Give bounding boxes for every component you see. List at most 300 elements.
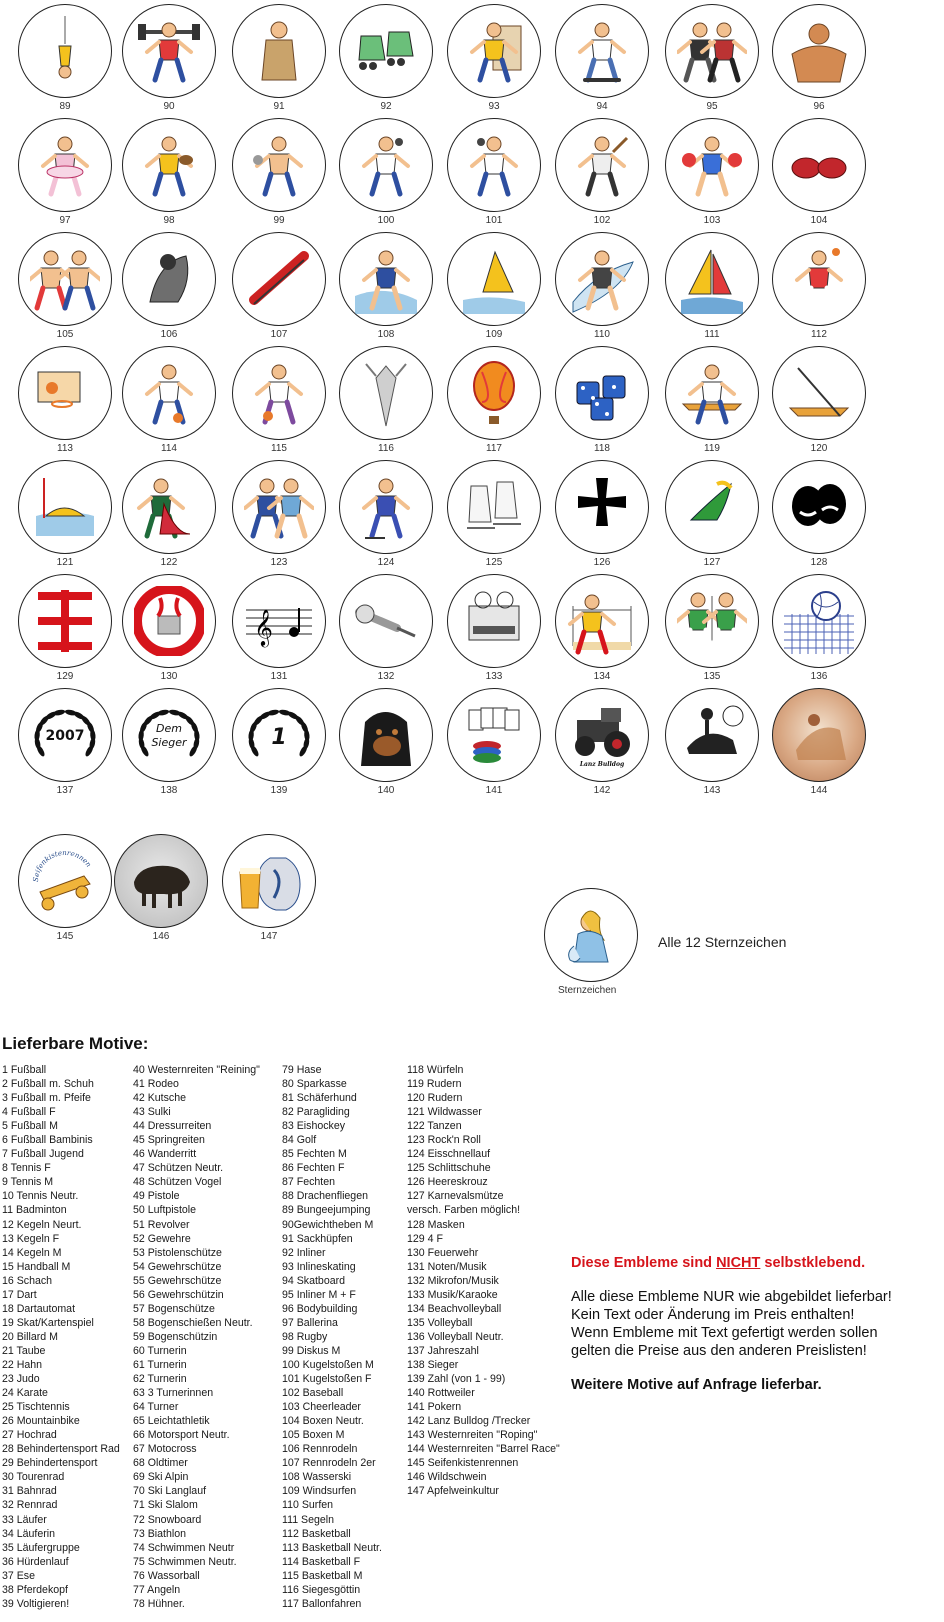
motive-entry: 106 Rennrodeln [282, 1443, 358, 1456]
motive-entry: 61 Turnerin [133, 1358, 187, 1371]
emblem-number: 112 [811, 329, 827, 340]
motive-entry: 14 Kegeln M [2, 1246, 62, 1259]
emblem-number: 111 [704, 329, 720, 340]
motive-entry: 92 Inliner [282, 1246, 326, 1259]
motive-entry: 65 Leichtathletik [133, 1415, 210, 1428]
emblem-128 [772, 460, 868, 570]
motive-entry: 96 Bodybuilding [282, 1302, 358, 1315]
emblem-116 [339, 346, 435, 456]
motive-entry: 5 Fußball M [2, 1120, 58, 1133]
emblem-number: 110 [594, 329, 610, 340]
emblem-number: 119 [704, 443, 720, 454]
motive-entry: 55 Gewehrschütze [133, 1274, 222, 1287]
motive-entry: 140 Rottweiler [407, 1387, 475, 1400]
emblem-115 [232, 346, 328, 456]
emblem-number: 121 [56, 557, 74, 568]
motive-entry: 76 Wassorball [133, 1569, 200, 1582]
emblem-100 [339, 118, 435, 228]
ice-skates-icon [447, 460, 541, 554]
rock-n-roll-icon [232, 460, 326, 554]
motive-entry: 98 Rugby [282, 1330, 328, 1343]
wreath-year-icon [18, 688, 112, 782]
emblem-127 [665, 460, 761, 570]
emblem-89 [18, 4, 114, 114]
notice-line: Alle diese Embleme NUR wie abgebildet lieferbar! [571, 1289, 892, 1305]
motive-entry: 146 Wildschwein [407, 1471, 487, 1484]
surfer-icon [555, 232, 649, 326]
motive-entry: 94 Skatboard [282, 1274, 346, 1287]
motive-entry: 139 Zahl (von 1 - 99) [407, 1373, 506, 1386]
motive-entry: 74 Schwimmen Neutr [133, 1541, 235, 1554]
notice-warning-start: Diese Embleme sind [571, 1255, 717, 1271]
emblem-99 [232, 118, 328, 228]
emblem-90 [122, 4, 218, 114]
motive-entry: 56 Gewehrschützin [133, 1288, 224, 1301]
boxing-gloves-icon [772, 118, 866, 212]
motive-entry: 89 Bungeejumping [282, 1204, 371, 1217]
luge-pair-icon [232, 232, 326, 326]
zodiac-emblem [544, 888, 640, 998]
motive-entry: 111 Segeln [282, 1513, 335, 1526]
cheerleader-icon [665, 118, 759, 212]
motive-entry: 53 Pistolenschütze [133, 1246, 222, 1259]
emblem-number: 140 [377, 785, 395, 796]
motive-entry: 26 Mountainbike [2, 1415, 80, 1428]
wreath-text: 1 [271, 725, 287, 750]
motive-entry: 135 Volleyball [407, 1316, 473, 1329]
motive-entry: 59 Bogenschützin [133, 1330, 218, 1343]
motive-entry: 28 Behindertensport Rad [2, 1443, 120, 1456]
emblem-number: 114 [161, 443, 177, 454]
emblem-number: 123 [270, 557, 288, 568]
emblem-number: 126 [593, 557, 611, 568]
emblem-number: 97 [59, 215, 71, 226]
emblem-number: 145 [56, 931, 74, 942]
emblem-number: 113 [57, 443, 73, 454]
motive-entry: 95 Inliner M + F [282, 1288, 356, 1301]
fire-brigade-icon [122, 574, 216, 668]
tractor-caption: Lanz Bulldog [579, 761, 625, 768]
motive-entry: 62 Turnerin [133, 1373, 187, 1386]
motive-entry: 19 Skat/Kartenspiel [2, 1316, 94, 1329]
motive-entry: 123 Rock'n Roll [407, 1134, 481, 1147]
wreath-text: 2007 [45, 728, 85, 744]
motive-entry: 27 Hochrad [2, 1429, 57, 1442]
motive-entry: 119 Rudern [407, 1078, 462, 1091]
motive-entry: 112 Basketball [282, 1527, 351, 1540]
motive-entry: 84 Golf [282, 1134, 317, 1147]
emblem-96 [772, 4, 868, 114]
emblem-number: 139 [270, 785, 288, 796]
wreath-text: Dem [156, 722, 182, 735]
ballerina-icon [18, 118, 112, 212]
wreath-winner-icon [122, 688, 216, 782]
motive-entry: 35 Läufergruppe [2, 1541, 80, 1554]
emblem-number: 98 [163, 215, 175, 226]
emblem-133 [447, 574, 543, 684]
motive-entry: 103 Cheerleader [282, 1401, 361, 1414]
emblem-111 [665, 232, 761, 342]
motive-entry: 130 Feuerwehr [407, 1246, 479, 1259]
emblem-93 [447, 4, 543, 114]
motive-entry: 13 Kegeln F [2, 1232, 60, 1245]
emblem-number: 122 [160, 557, 178, 568]
weightlifter-icon [122, 4, 216, 98]
emblem-125 [447, 460, 543, 570]
emblem-114 [122, 346, 218, 456]
motive-entry: 138 Sieger [407, 1358, 459, 1371]
emblem-135 [665, 574, 761, 684]
motive-entry: 7 Fußball Jugend [2, 1148, 84, 1161]
soapbox-car-icon [18, 834, 112, 928]
emblem-137 [18, 688, 114, 798]
emblem-101 [447, 118, 543, 228]
motive-entry: 99 Diskus M [282, 1344, 341, 1357]
emblem-143 [665, 688, 761, 798]
emblem-number: 134 [593, 671, 611, 682]
emblem-95 [665, 4, 761, 114]
motive-entry: 69 Ski Alpin [133, 1471, 189, 1484]
motive-entry: 86 Fechten F [282, 1162, 345, 1175]
motive-entry: 42 Kutsche [133, 1092, 187, 1105]
motive-entry: 6 Fußball Bambinis [2, 1134, 93, 1147]
emblem-110 [555, 232, 651, 342]
motive-entry: 82 Paragliding [282, 1106, 350, 1119]
emblem-146 [114, 834, 210, 944]
motive-entry: 108 Wasserski [282, 1471, 352, 1484]
emblem-112 [772, 232, 868, 342]
emblem-98 [122, 118, 218, 228]
motive-entry: 32 Rennrad [2, 1499, 58, 1512]
emblem-number: 137 [56, 785, 74, 796]
motive-entry: 48 Schützen Vogel [133, 1176, 222, 1189]
motive-entry: 83 Eishockey [282, 1120, 346, 1133]
motive-entry: 39 Voltigieren! [2, 1597, 70, 1610]
motive-entry: 37 Ese [2, 1569, 35, 1582]
motive-entry: 121 Wildwasser [407, 1106, 482, 1119]
motive-entry: 31 Bahnrad [2, 1485, 57, 1498]
dance-couple-icon [122, 460, 216, 554]
motive-entry: 118 Würfeln [407, 1064, 464, 1076]
emblem-140 [339, 688, 435, 798]
emblem-97 [18, 118, 114, 228]
motive-entry: 60 Turnerin [133, 1344, 187, 1357]
soapbox-arc-text: Seifenkistenrennen [31, 848, 93, 883]
motive-entry: 120 Rudern [407, 1092, 463, 1105]
emblem-number: 93 [488, 101, 500, 112]
emblem-number: 107 [270, 329, 288, 340]
bodybuilder-icon [772, 4, 866, 98]
motive-entry: 136 Volleyball Neutr. [407, 1330, 504, 1343]
hot-air-balloon-icon [447, 346, 541, 440]
emblem-134 [555, 574, 651, 684]
motive-entry: 122 Tanzen [407, 1120, 462, 1133]
basketball-female-icon [122, 346, 216, 440]
basketball-player-icon [772, 232, 866, 326]
boxers-icon [18, 232, 112, 326]
bungee-jumper-icon [18, 4, 112, 98]
motive-entry: 116 Siegesgöttin [282, 1583, 361, 1596]
barrel-race-icon [772, 688, 866, 782]
emblem-118 [555, 346, 651, 456]
motive-entry: 23 Judo [2, 1373, 40, 1386]
wreath-text: Sieger [151, 736, 187, 749]
emblem-141 [447, 688, 543, 798]
motive-entry: 147 Apfelweinkultur [407, 1485, 499, 1498]
emblem-number: 144 [810, 785, 828, 796]
motive-entry: 100 Kugelstoßen M [282, 1358, 374, 1371]
discus-thrower-icon [232, 118, 326, 212]
motive-entry: 24 Karate [2, 1387, 48, 1400]
motive-entry: 29 Behindertensport [2, 1457, 98, 1470]
motive-entry: 81 Schäferhund [282, 1092, 357, 1105]
emblem-108 [339, 232, 435, 342]
emblem-number: 142 [593, 785, 611, 796]
motive-entry: 133 Musik/Karaoke [407, 1288, 498, 1301]
notice-warning-end: selbstklebend. [760, 1255, 866, 1271]
inline-skater-icon [447, 4, 541, 98]
motive-entry: 52 Gewehre [133, 1232, 191, 1245]
motive-entry: 18 Dartautomat [2, 1302, 76, 1315]
motive-entry: 57 Bogenschütze [133, 1302, 215, 1315]
motive-entry: 125 Schlittschuhe [407, 1162, 491, 1175]
emblem-number: 141 [485, 785, 503, 796]
inline-skates-icon [339, 4, 433, 98]
western-roping-icon [665, 688, 759, 782]
windsurfer-icon [447, 232, 541, 326]
tape-deck-icon [447, 574, 541, 668]
motive-entry: 17 Dart [2, 1288, 37, 1301]
emblem-145 [18, 834, 114, 944]
motive-entry: 127 Karnevalsmütze [407, 1190, 504, 1203]
motive-entry: 49 Pistole [133, 1190, 180, 1203]
emblem-number: 129 [56, 671, 74, 682]
emblem-number: 132 [377, 671, 395, 682]
baseball-icon [555, 118, 649, 212]
motive-entry: 51 Revolver [133, 1218, 190, 1231]
emblem-number: 127 [703, 557, 721, 568]
emblem-109 [447, 232, 543, 342]
emblem-number: 133 [485, 671, 503, 682]
motive-entry: 78 Hühner. [133, 1597, 185, 1610]
motive-entry: 79 Hase [282, 1064, 322, 1076]
motive-column-3 [282, 1063, 382, 1611]
emblem-number: 91 [273, 101, 285, 112]
motive-entry: 63 3 Turnerinnen [133, 1387, 214, 1400]
emblem-94 [555, 4, 651, 114]
motive-entry: 8 Tennis F [2, 1162, 51, 1175]
motive-entry: 145 Seifenkistenrennen [407, 1457, 519, 1470]
motive-entry: 117 Ballonfahren [282, 1597, 362, 1610]
motive-entry: 3 Fußball m. Pfeife [2, 1092, 91, 1105]
emblem-91 [232, 4, 328, 114]
motive-entry: 45 Springreiten [133, 1134, 205, 1147]
motive-entry: 9 Tennis M [2, 1176, 54, 1189]
emblem-117 [447, 346, 543, 456]
emblem-number: 100 [377, 215, 395, 226]
apple-wine-icon [222, 834, 316, 928]
emblem-number: 124 [377, 557, 395, 568]
emblem-number: 116 [378, 443, 394, 454]
emblem-132 [339, 574, 435, 684]
emblem-123 [232, 460, 328, 570]
motive-entry: 33 Läufer [2, 1513, 47, 1526]
music-notes-icon [232, 574, 326, 668]
motive-entry: 141 Pokern [407, 1401, 462, 1414]
wild-boar-icon [114, 834, 208, 928]
notice-line: gelten die Preise aus den anderen Preislisten! [571, 1343, 867, 1359]
rowing-icon [665, 346, 759, 440]
motive-entry: 85 Fechten M [282, 1148, 347, 1161]
volleyball-players-icon [665, 574, 759, 668]
emblem-number: 90 [163, 101, 175, 112]
notice-warning [571, 1254, 943, 1272]
emblem-number: 104 [810, 215, 828, 226]
emblem-136 [772, 574, 868, 684]
motive-entry: 40 Westernreiten "Reining" [133, 1064, 260, 1076]
emblem-number: 131 [270, 671, 288, 682]
emblem-92 [339, 4, 435, 114]
motive-entry: 90Gewichtheben M [282, 1218, 374, 1231]
notice-body [571, 1288, 943, 1360]
emblem-number: 135 [703, 671, 721, 682]
motive-entry: 66 Motorsport Neutr. [133, 1429, 230, 1442]
motive-entry: 64 Turner [133, 1401, 179, 1414]
emblem-number: 99 [273, 215, 285, 226]
zodiac-note: Alle 12 Sternzeichen [658, 934, 787, 950]
motive-entry: 47 Schützen Neutr. [133, 1162, 224, 1175]
emblem-number: 109 [485, 329, 503, 340]
tractor-icon [555, 688, 649, 782]
emblem-number: 101 [485, 215, 503, 226]
emblem-142 [555, 688, 651, 798]
emblem-number: 143 [703, 785, 721, 796]
dice-icon [555, 346, 649, 440]
emblem-number: 94 [596, 101, 608, 112]
volleyball-net-icon [772, 574, 866, 668]
emblem-105 [18, 232, 114, 342]
motive-entry: 43 Sulki [133, 1106, 171, 1119]
emblem-number: 108 [377, 329, 395, 340]
emblem-130 [122, 574, 218, 684]
emblem-number: 96 [813, 101, 825, 112]
motive-entry: 38 Pferdekopf [2, 1583, 68, 1596]
motive-entry: 54 Gewehrschütze [133, 1260, 222, 1273]
motive-entry: 25 Tischtennis [2, 1401, 70, 1414]
motive-entry: 142 Lanz Bulldog /Trecker [407, 1415, 531, 1428]
shot-putter-female-icon [447, 118, 541, 212]
emblem-number: 102 [593, 215, 611, 226]
motive-entry: 41 Rodeo [133, 1078, 179, 1091]
motive-column-4 [407, 1063, 560, 1498]
whitewater-icon [18, 460, 112, 554]
skateboarder-icon [555, 4, 649, 98]
emblem-106 [122, 232, 218, 342]
motive-entry: 113 Basketball Neutr. [282, 1541, 382, 1554]
motive-entry: 88 Drachenfliegen [282, 1190, 368, 1203]
motive-entry: 104 Boxen Neutr. [282, 1415, 364, 1428]
motive-entry: 93 Inlineskating [282, 1260, 356, 1273]
emblem-number: 92 [380, 101, 392, 112]
emblem-number: 95 [706, 101, 718, 112]
motive-entry: 73 Biathlon [133, 1527, 187, 1540]
motive-entry: versch. Farben möglich! [407, 1204, 521, 1217]
zodiac-virgo-icon [544, 888, 638, 982]
emblem-103 [665, 118, 761, 228]
emblem-number: 106 [160, 329, 178, 340]
emblem-124 [339, 460, 435, 570]
shot-putter-male-icon [339, 118, 433, 212]
motive-entry: 105 Boxen M [282, 1429, 345, 1442]
emblem-number: 118 [594, 443, 610, 454]
carnival-hat-icon [665, 460, 759, 554]
motive-entry: 50 Luftpistole [133, 1204, 197, 1217]
motive-entry: 132 Mikrofon/Musik [407, 1274, 499, 1287]
luge-icon [122, 232, 216, 326]
emblem-number: 130 [160, 671, 178, 682]
motive-entry: 34 Läuferin [2, 1527, 56, 1540]
notice-warning-emphasis: NICHT [716, 1255, 761, 1271]
motive-entry: 91 Sackhüpfen [282, 1232, 353, 1245]
emblem-129 [18, 574, 114, 684]
emblem-number: 105 [56, 329, 74, 340]
notice-line: Kein Text oder Änderung im Preis enthalten! [571, 1307, 855, 1323]
motive-entry: 16 Schach [2, 1274, 53, 1287]
motive-entry: 72 Snowboard [133, 1513, 202, 1526]
notice-footer: Weitere Motive auf Anfrage lieferbar. [571, 1377, 822, 1393]
speed-skater-icon [339, 460, 433, 554]
motive-entry: 12 Kegeln Neurt. [2, 1218, 82, 1231]
goddess-trophy-icon [339, 346, 433, 440]
motive-entry: 126 Heereskrouz [407, 1176, 488, 1189]
emblem-139 [232, 688, 328, 798]
notice-block [571, 1254, 943, 1410]
motive-entry: 128 Masken [407, 1218, 465, 1231]
wreath-number-icon [232, 688, 326, 782]
emblem-104 [772, 118, 868, 228]
emblem-number: 89 [59, 101, 71, 112]
motive-entry: 11 Badminton [2, 1204, 67, 1217]
list-title: Lieferbare Motive: [2, 1034, 149, 1053]
motive-entry: 70 Ski Langlauf [133, 1485, 207, 1498]
emblem-number: 117 [486, 443, 502, 454]
motive-entry: 87 Fechten [282, 1176, 336, 1189]
motive-entry: 30 Tourenrad [2, 1471, 65, 1484]
basketball-male-icon [232, 346, 326, 440]
emblem-138 [122, 688, 218, 798]
emblem-number: 125 [485, 557, 503, 568]
beach-volleyball-icon [555, 574, 649, 668]
motive-entry: 110 Surfen [282, 1499, 334, 1512]
theater-masks-icon [772, 460, 866, 554]
motive-entry: 114 Basketball F [282, 1555, 361, 1568]
motive-entry: 102 Baseball [282, 1387, 344, 1400]
motive-entry: 131 Noten/Musik [407, 1260, 487, 1273]
zodiac-label: Sternzeichen [558, 985, 617, 996]
emblem-number: 120 [810, 443, 828, 454]
emblem-147 [222, 834, 318, 944]
inline-skaters-pair-icon [665, 4, 759, 98]
motive-entry: 71 Ski Slalom [133, 1499, 198, 1512]
emblem-119 [665, 346, 761, 456]
sack-race-icon [232, 4, 326, 98]
motive-entry: 68 Oldtimer [133, 1457, 188, 1470]
motive-entry: 124 Eisschnellauf [407, 1148, 491, 1161]
four-f-icon [18, 574, 112, 668]
rugby-player-icon [122, 118, 216, 212]
water-ski-icon [339, 232, 433, 326]
motive-entry: 4 Fußball F [2, 1106, 56, 1119]
